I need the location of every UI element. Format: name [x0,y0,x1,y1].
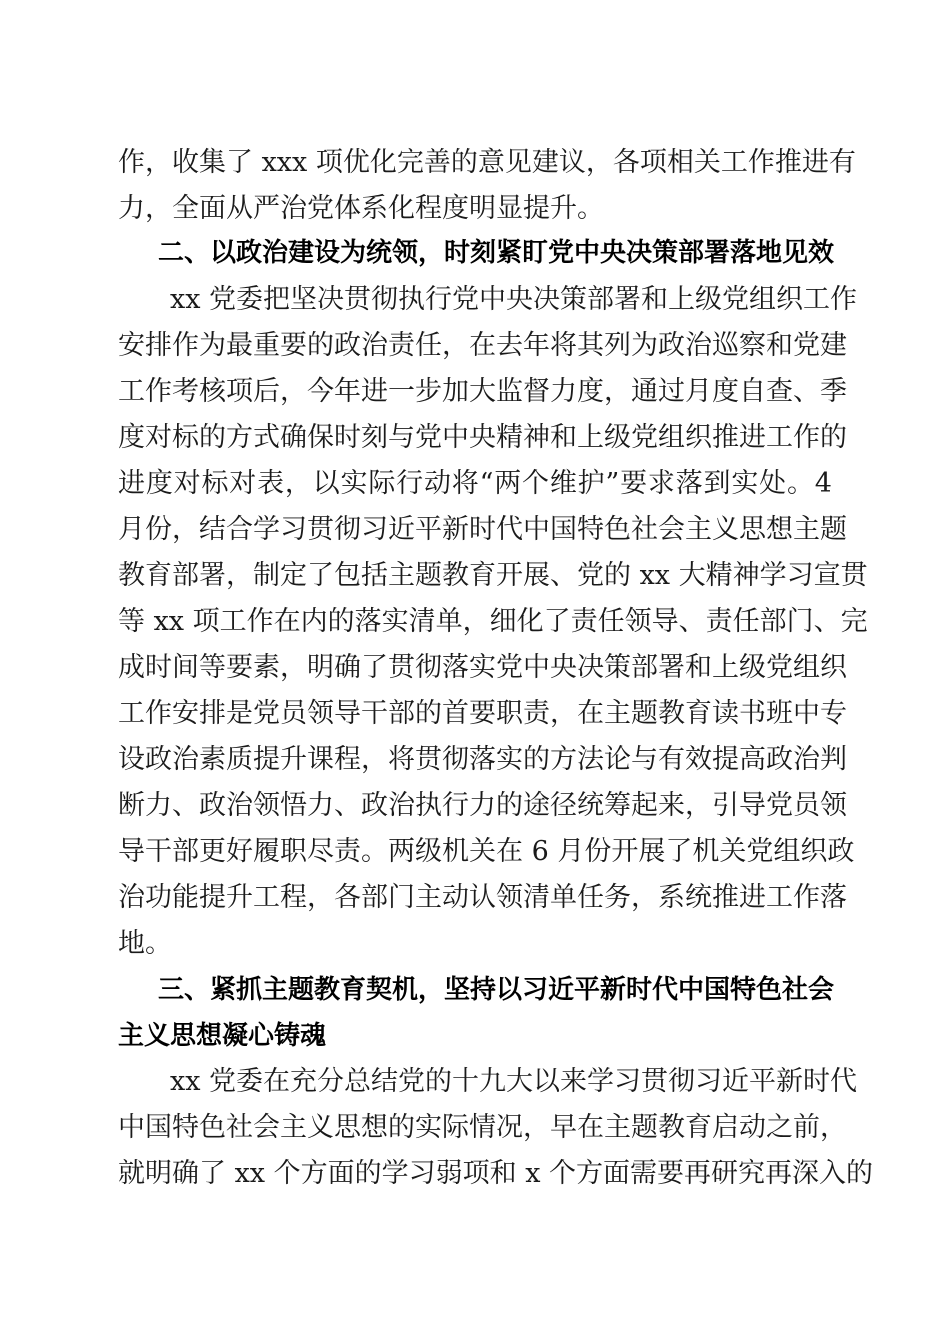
paragraph-line: 安排作为最重要的政治责任，在去年将其列为政治巡察和党建 [118,330,847,361]
paragraph-line: 设政治素质提升课程，将贯彻落实的方法论与有效提高政治判 [118,744,847,775]
paragraph-line: 中国特色社会主义思想的实际情况，早在主题教育启动之前， [118,1112,847,1143]
paragraph-line: 成时间等要素，明确了贯彻落实党中央决策部署和上级党组织 [118,652,847,683]
paragraph-line: 工作考核项后，今年进一步加大监督力度，通过月度自查、季 [118,376,847,407]
paragraph-line: xx 党委在充分总结党的十九大以来学习贯彻习近平新时代 [170,1066,858,1097]
paragraph-line: 导干部更好履职尽责。两级机关在 6 月份开展了机关党组织政 [118,836,855,867]
paragraph-line: 就明确了 xx 个方面的学习弱项和 x 个方面需要再研究再深入的 [118,1158,874,1189]
paragraph-line: xx 党委把坚决贯彻执行党中央决策部署和上级党组织工作 [170,284,858,315]
paragraph-line: 地。 [118,928,172,959]
section-heading-3-cont: 主义思想凝心铸魂 [118,1021,327,1051]
section-heading-2: 二、以政治建设为统领，时刻紧盯党中央决策部署落地见效 [158,238,835,268]
paragraph-line: 教育部署，制定了包括主题教育开展、党的 xx 大精神学习宣贯 [118,560,868,591]
section-heading-3: 三、紧抓主题教育契机，坚持以习近平新时代中国特色社会 [158,975,835,1005]
paragraph-line: 进度对标对表，以实际行动将“两个维护”要求落到实处。4 [118,468,832,499]
paragraph-line: 作，收集了 xxx 项优化完善的意见建议，各项相关工作推进有 [118,147,856,178]
paragraph-line: 月份，结合学习贯彻习近平新时代中国特色社会主义思想主题 [118,514,847,545]
paragraph-line: 力，全面从严治党体系化程度明显提升。 [118,193,604,224]
paragraph-line: 工作安排是党员领导干部的首要职责，在主题教育读书班中专 [118,698,847,729]
paragraph-line: 断力、政治领悟力、政治执行力的途径统筹起来，引导党员领 [118,790,847,821]
paragraph-line: 治功能提升工程，各部门主动认领清单任务，系统推进工作落 [118,882,847,913]
paragraph-line: 等 xx 项工作在内的落实清单，细化了责任领导、责任部门、完 [118,606,868,637]
paragraph-line: 度对标的方式确保时刻与党中央精神和上级党组织推进工作的 [118,422,847,453]
